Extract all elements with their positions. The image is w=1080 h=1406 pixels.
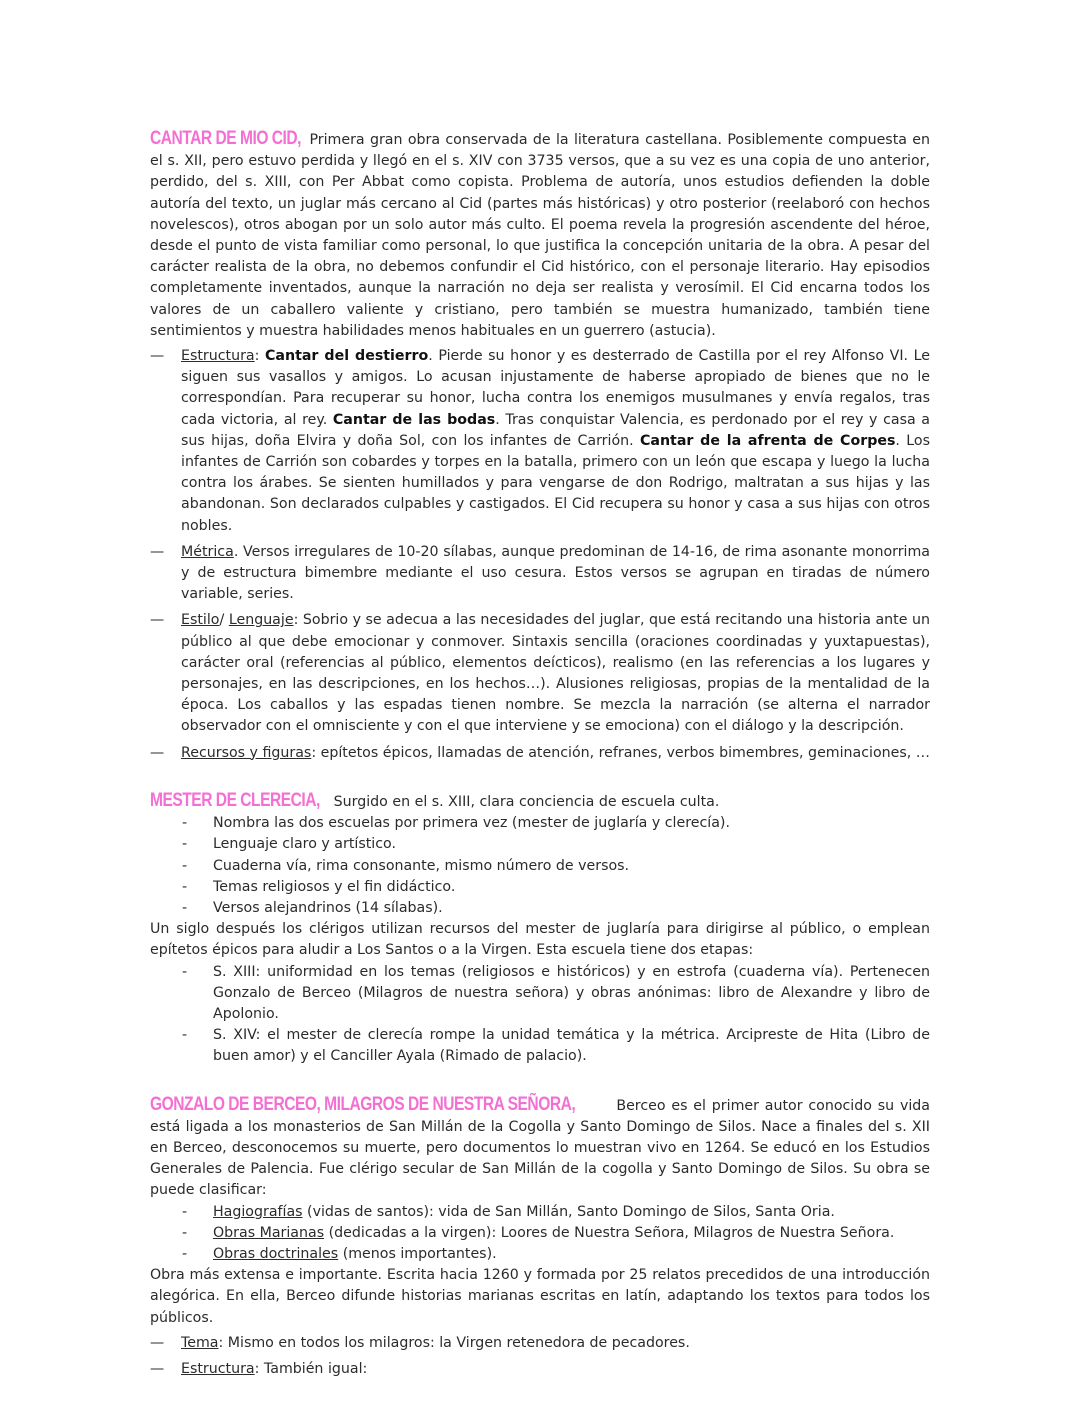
document-page xyxy=(150,128,930,1406)
bold-term: Cantar de las bodas xyxy=(332,411,496,428)
item-text: (dedicadas a la virgen): Loores de Nuestra Señora, Milagros de Nuestra Señora. xyxy=(324,1224,895,1241)
list-item: - Temas religiosos y el fin didáctico. xyxy=(150,877,930,898)
list-item: - S. XIII: uniformidad en los temas (religiosos e históricos) y en estrofa (cuaderna vía). Pertenecen Gonzalo de Berceo (Milagros de nuestra señora) y obras anónimas: libro de Alexandre y libro de Apolonio. xyxy=(150,962,930,1026)
berceo-intro-paragraph xyxy=(150,1094,930,1202)
item-label: Estilo xyxy=(181,612,220,629)
mester-intro-text: Surgido en el s. XIII, clara conciencia de escuela culta. xyxy=(333,793,720,810)
list-item: - Versos alejandrinos (14 sílabas). xyxy=(150,898,930,919)
berceo-intro-text: Berceo es el primer autor conocido su vida está ligada a los monasterios de San Millán de la Cogolla y Santo Domingo de Silos. Nace a finales del s. XII en Berceo, desconocemos su muerte, pero documentos lo muestran vivo en 1264. Se educó en los Estudios Generales de Palencia. Fue clérigo secular de San Millán de la cogolla y Santo Domingo de Silos. Su obra se puede clasificar: xyxy=(150,1097,930,1199)
cid-intro-paragraph xyxy=(150,128,930,342)
berceo-obras-list xyxy=(150,1202,930,1266)
section-mester-de-clerecia xyxy=(150,790,930,1068)
mester-intro-paragraph xyxy=(150,790,930,813)
item-text: : epítetos épicos, llamadas de atención, refranes, verbos bimembres, geminaciones, … xyxy=(311,744,930,761)
item-text: : Mismo en todos los milagros: la Virgen retenedora de pecadores. xyxy=(218,1334,690,1351)
item-text: : También igual: xyxy=(254,1360,368,1377)
mester-features-list xyxy=(150,813,930,919)
list-item-metrica xyxy=(150,542,930,606)
list-item xyxy=(150,1223,930,1244)
section-gonzalo-de-berceo xyxy=(150,1094,930,1381)
bold-term: Cantar de la afrenta de Corpes xyxy=(639,432,896,449)
item-separator: : xyxy=(254,348,265,365)
cid-intro-text: Primera gran obra conservada de la literatura castellana. Posiblemente compuesta en el s. XII, pero estuvo perdida y llegó en el s. XIV con 3735 versos, que a su vez es una copia de uno anterior, perdido, del s. XIII, con Per Abbat como copista. Problema de autoría, unos estudios defienden la doble autoría del texto, un juglar más cercano al Cid (partes más históricas) y otro posterior (reelaboró con hechos novelescos), otros abogan por un solo autor más culto. El poema revela la progresión ascendente del héroe, desde el punto de vista familiar como personal, lo que justifica la concepción unitaria de la obra. A pesar del carácter realista de la obra, no debemos confundir el Cid histórico, con el personaje literario. Hay episodios completamente inventados, aunque la narración no deja ser realista y verosímil. El Cid encarna todos los valores de un caballero valiente y cristiano, pero también se muestra humanizado, también tiene sentimientos y muestra habilidades menos habituales en un guerrero (astucia). xyxy=(150,132,931,339)
item-label: Tema xyxy=(181,1334,219,1351)
item-label: Obras doctrinales xyxy=(213,1245,339,1262)
item-text: . Los infantes de Carrión son cobardes y torpes en la batalla, primero con un león que escapa y luego la lucha contra los árabes. Se sienten humillados y para vengarse de don Rodrigo, maltratan a sus hijas y las abandonan. Son declarados culpables y castigados. El Cid recupera su honor y casa a sus hijas con otros nobles. xyxy=(181,432,930,534)
section-heading: GONZALO DE BERCEO, MILAGROS DE NUESTRA SEÑORA, xyxy=(150,1093,576,1115)
list-item-recursos xyxy=(150,743,930,764)
berceo-features-list xyxy=(150,1333,930,1380)
item-label: Hagiografías xyxy=(213,1203,303,1220)
list-item: - Cuaderna vía, rima consonante, mismo número de versos. xyxy=(150,856,930,877)
berceo-paragraph: Obra más extensa e importante. Escrita hacia 1260 y formada por 25 relatos precedidos de una introducción alegórica. En ella, Berceo difunde historias marianas escritas en latín, adaptando los textos para todos los públicos. xyxy=(150,1267,930,1326)
item-text: : Sobrio y se adecua a las necesidades del juglar, que está recitando una historia ante un público al que debe emocionar y conmover. Sintaxis sencilla (oraciones coordinadas y yuxtapuestas), carácter oral (referencias al público, elementos deícticos), realismo (en las referencias a los lugares y personajes, en las descripciones, en los hechos…). Alusiones religiosas, propias de la mentalidad de la época. Los caballos y las espadas tienen nombre. Se mezcla la narración (se alterna el narrador observador con el omnisciente y con el que interviene y se emociona) con el diálogo y la descripción. xyxy=(181,612,930,735)
item-label: Lenguaje xyxy=(228,612,294,629)
list-item: - S. XIV: el mester de clerecía rompe la unidad temática y la métrica. Arcipreste de Hita (Libro de buen amor) y el Canciller Ayala (Rimado de palacio). xyxy=(150,1025,930,1067)
list-item-estructura xyxy=(150,1359,930,1380)
item-label: Métrica xyxy=(181,543,234,560)
list-item-estilo xyxy=(150,610,930,737)
list-item xyxy=(150,1202,930,1223)
item-text: . Tras conquistar Valencia, es perdonado por el rey y casa a sus hijas, doña Elvira y doña Sol, con los infantes de Carrión. xyxy=(181,411,930,449)
item-text: . Pierde su honor y es desterrado de Castilla por el rey Alfonso VI. Le siguen sus vasallos y amigos. Lo acusan injustamente de haberse apropiado de bienes que no le correspondían. Para recuperar su honor, lucha contra los enemigos musulmanes y envía regalos, tras cada victoria, al rey. xyxy=(181,348,930,428)
item-text: (vidas de santos): vida de San Millán, Santo Domingo de Silos, Santa Oria. xyxy=(302,1203,835,1220)
list-item xyxy=(150,1244,930,1265)
item-label: Estructura xyxy=(181,1360,255,1377)
item-label: Estructura xyxy=(181,348,255,365)
item-label: Recursos y figuras xyxy=(181,744,312,761)
item-label: Obras Marianas xyxy=(213,1224,325,1241)
section-cantar-de-mio-cid xyxy=(150,128,930,764)
item-text: . Versos irregulares de 10-20 sílabas, aunque predominan de 14-16, de rima asonante monorrima y de estructura bimembre mediante el uso cesura. Estos versos se agrupan en tiradas de número variable, series. xyxy=(181,543,930,603)
cid-features-list xyxy=(150,346,930,764)
section-heading: MESTER DE CLERECIA, xyxy=(150,789,320,811)
list-item-tema xyxy=(150,1333,930,1354)
section-heading: CANTAR DE MIO CID, xyxy=(150,128,301,149)
list-item-estructura xyxy=(150,346,930,537)
mester-paragraph: Un siglo después los clérigos utilizan recursos del mester de juglaría para dirigirse al público, o emplean epítetos épicos para aludir a Los Santos o a la Virgen. Esta escuela tiene dos etapas: xyxy=(150,921,930,959)
bold-term: Cantar del destierro xyxy=(264,348,429,365)
list-item: - Nombra las dos escuelas por primera vez (mester de juglaría y clerecía). xyxy=(150,813,930,834)
item-separator: / xyxy=(219,612,229,629)
list-item: - Lenguaje claro y artístico. xyxy=(150,834,930,855)
item-text: (menos importantes). xyxy=(338,1245,497,1262)
mester-etapas-list xyxy=(150,962,930,1068)
